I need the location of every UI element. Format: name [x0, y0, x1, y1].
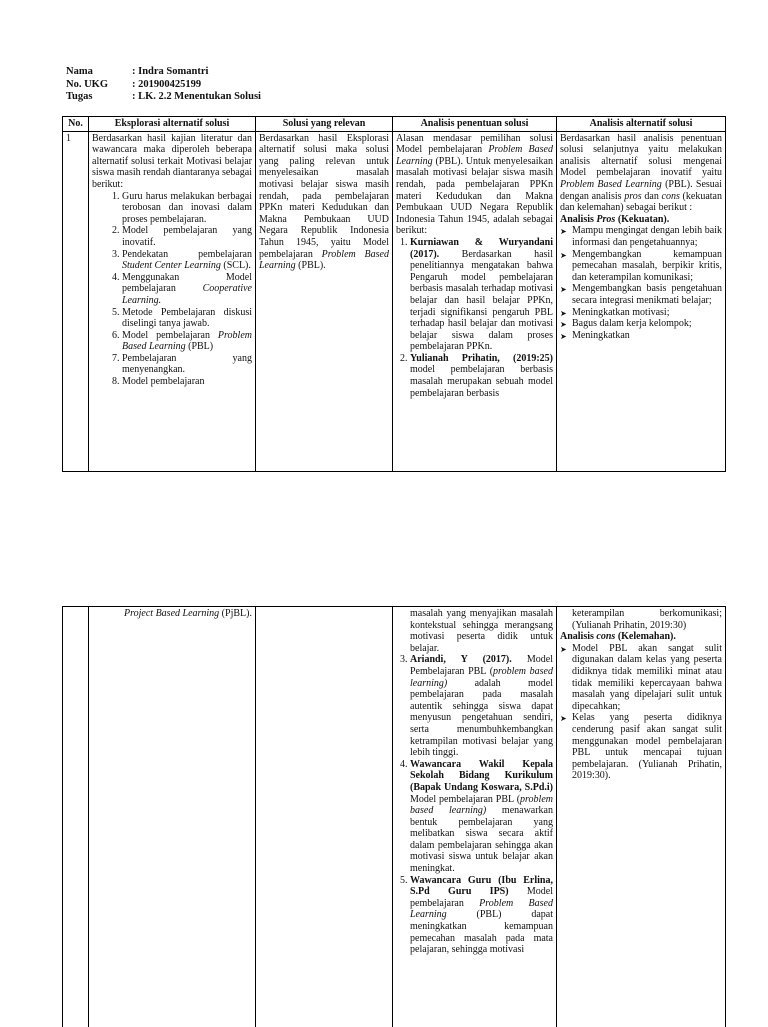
- header-eksplorasi: Eksplorasi alternatif solusi: [89, 117, 256, 132]
- eksplorasi-intro: Berdasarkan hasil kajian literatur dan wawancara maka diperoleh beberapa alternatif solusi terkait Motivasi belajar siswa masih rendah diantaranya sebagai berikut:: [92, 132, 252, 190]
- cons-list: [560, 643, 722, 782]
- list-item: ➤ Meningkatkan: [572, 330, 722, 342]
- row-number: 1: [63, 131, 89, 471]
- list-item: ➤ Mampu mengingat dengan lebih baik informasi dan pengetahuannya;: [572, 225, 722, 248]
- cell-eksplorasi: [89, 131, 256, 471]
- cell-solusi: Berdasarkan hasil Eksplorasi alternatif solusi maka solusi yang paling relevan untuk menyelesaikan masalah motivasi belajar siswa masih rendah, pada pembelajaran PPKn materi Kedudukan dan Makna Pembukaan UUD Negara Republik Indonesia Tahun 1945, yaitu Model pembelajaran Problem Based Learning (PBL).: [256, 131, 393, 471]
- pros-cont: keterampilan berkomunikasi; (Yulianah Prihatin, 2019:30): [572, 608, 722, 631]
- cell-analisis-penentuan: [393, 131, 557, 471]
- header-solusi: Solusi yang relevan: [256, 117, 393, 132]
- table-header-row: [63, 117, 726, 132]
- header-no: No.: [63, 117, 89, 132]
- list-item: 3. Ariandi, Y (2017). Model Pembelajaran PBL (problem based learning) adalah model pembelajaran pada masalah autentik sehingga siswa dapat menyusun pengetahuan sendiri, serta menumbuhkembangkan ketrampilan motivasi belajar yang lebih tinggi.: [410, 654, 553, 758]
- cons-title: Analisis cons (Kelemahan).: [560, 631, 676, 643]
- header-analisis-penentuan: Analisis penentuan solusi: [393, 117, 557, 132]
- tugas-value: : LK. 2.2 Menentukan Solusi: [132, 91, 261, 102]
- list-item: 2. Yulianah Prihatin, (2019:25) model pembelajaran berbasis masalah merupakan sebuah model pembelajaran berbasis: [410, 353, 553, 399]
- table-row: [63, 607, 726, 1027]
- list-item: ➤ Bagus dalam kerja kelompok;: [572, 318, 722, 330]
- ref2-cont: masalah yang menyajikan masalah kontekstual sehingga merangsang motivasi peserta didik untuk belajar.: [410, 608, 553, 654]
- row-number-cont: [63, 607, 89, 1027]
- list-item: 8. Model pembelajaran: [122, 376, 252, 388]
- references-list: [396, 237, 553, 399]
- list-item: 6. Model pembelajaran Problem Based Learning (PBL): [122, 330, 252, 353]
- alternatif-intro: Berdasarkan hasil analisis penentuan solusi selanjutnya yaitu melakukan analisis alternatif solusi mengenai Model pembelajaran inovatif yaitu Problem Based Learning (PBL). Sesuai dengan analisis pros dan cons (kekuatan dan kelemahan) sebagai berikut :: [560, 132, 722, 214]
- list-item: 7. Pembelajaran yang menyenangkan.: [122, 353, 252, 376]
- list-item: 5. Metode Pembelajaran diskusi diselingi tanya jawab.: [122, 307, 252, 330]
- header-block: [66, 66, 261, 104]
- cell-analisis-penentuan-cont: [393, 607, 557, 1027]
- cell-eksplorasi-cont: Project Based Learning (PjBL).: [89, 607, 256, 1027]
- references-list-cont: [396, 654, 553, 955]
- list-item: 2. Model pembelajaran yang inovatif.: [122, 225, 252, 248]
- solution-table-page1: [62, 116, 726, 472]
- list-item: ➤ Kelas yang peserta didiknya cenderung pasif akan sangat sulit menggunakan model pembelajaran PBL untuk mencapai tujuan pembelajaran. (Yulianah Prihatin, 2019:30).: [572, 712, 722, 782]
- pros-title: Analisis Pros (Kekuatan).: [560, 213, 670, 225]
- cell-solusi-cont: [256, 607, 393, 1027]
- pros-list: [560, 225, 722, 341]
- list-item: ➤ Mengembangkan kemampuan pemecahan masalah, berpikir kritis, dan keterampilan komunikasi;: [572, 249, 722, 284]
- list-item: ➤ Meningkatkan motivasi;: [572, 307, 722, 319]
- header-analisis-alternatif: Analisis alternatif solusi: [557, 117, 726, 132]
- tugas-label: Tugas: [66, 91, 93, 102]
- penentuan-intro: Alasan mendasar pemilihan solusi Model pembelajaran Problem Based Learning (PBL). Untuk menyelesaikan masalah motivasi belajar siswa masih rendah, pada pembelajaran PPKn materi Kedudukan dan Makna Pembukaan UUD Negara Republik Indonesia Tahun 1945, adalah sebagai berikut:: [396, 132, 553, 237]
- nama-label: Nama: [66, 66, 93, 77]
- ukg-label: No. UKG: [66, 78, 108, 90]
- solution-table-page2: [62, 606, 726, 1027]
- list-item: 4. Menggunakan Model pembelajaran Cooperative Learning.: [122, 272, 252, 307]
- list-item: ➤ Mengembangkan basis pengetahuan secara integrasi menikmati belajar;: [572, 283, 722, 306]
- cell-analisis-alternatif-cont: [557, 607, 726, 1027]
- table-row: [63, 131, 726, 471]
- list-item: ➤ Model PBL akan sangat sulit digunakan dalam kelas yang peserta didiknya tidak memiliki minat atau tidak memiliki kepercayaan bahwa masalah yang dipelajari sulit untuk dipecahkan;: [572, 643, 722, 713]
- ukg-value: : 201900425199: [132, 78, 202, 90]
- list-item: 4. Wawancara Wakil Kepala Sekolah Bidang Kurikulum (Bapak Undang Koswara, S.Pd.i) Model pembelajaran PBL (problem based learning) menawarkan bentuk pembelajaran yang melibatkan siswa secara aktif dalam pembelajaran sehingga akan motivasi siswa untuk belajar akan meningkat.: [410, 759, 553, 875]
- cell-analisis-alternatif: [557, 131, 726, 471]
- list-item: 5. Wawancara Guru (Ibu Erlina, S.Pd Guru IPS) Model pembelajaran Problem Based Learning (PBL) dapat meningkatkan kemampuan pemecahan masalah pada mata pelajaran, sehingga motivasi: [410, 875, 553, 956]
- nama-value: : Indra Somantri: [132, 66, 209, 77]
- list-item: 3. Pendekatan pembelajaran Student Center Learning (SCL).: [122, 249, 252, 272]
- list-item: 1. Kurniawan & Wuryandani (2017). Berdasarkan hasil penelitiannya mengatakan bahwa Pengaruh model pembelajaran berbasis masalah terhadap motivasi belajar dan hasil belajar PPKn, terjadi signifikansi pengaruh PBL terhadap hasil belajar dan motivasi belajar siswa dalam proses pembelajaran PPKn.: [410, 237, 553, 353]
- list-item: 1. Guru harus melakukan berbagai terobosan dan inovasi dalam proses pembelajaran.: [122, 191, 252, 226]
- eksplorasi-list: [92, 191, 252, 388]
